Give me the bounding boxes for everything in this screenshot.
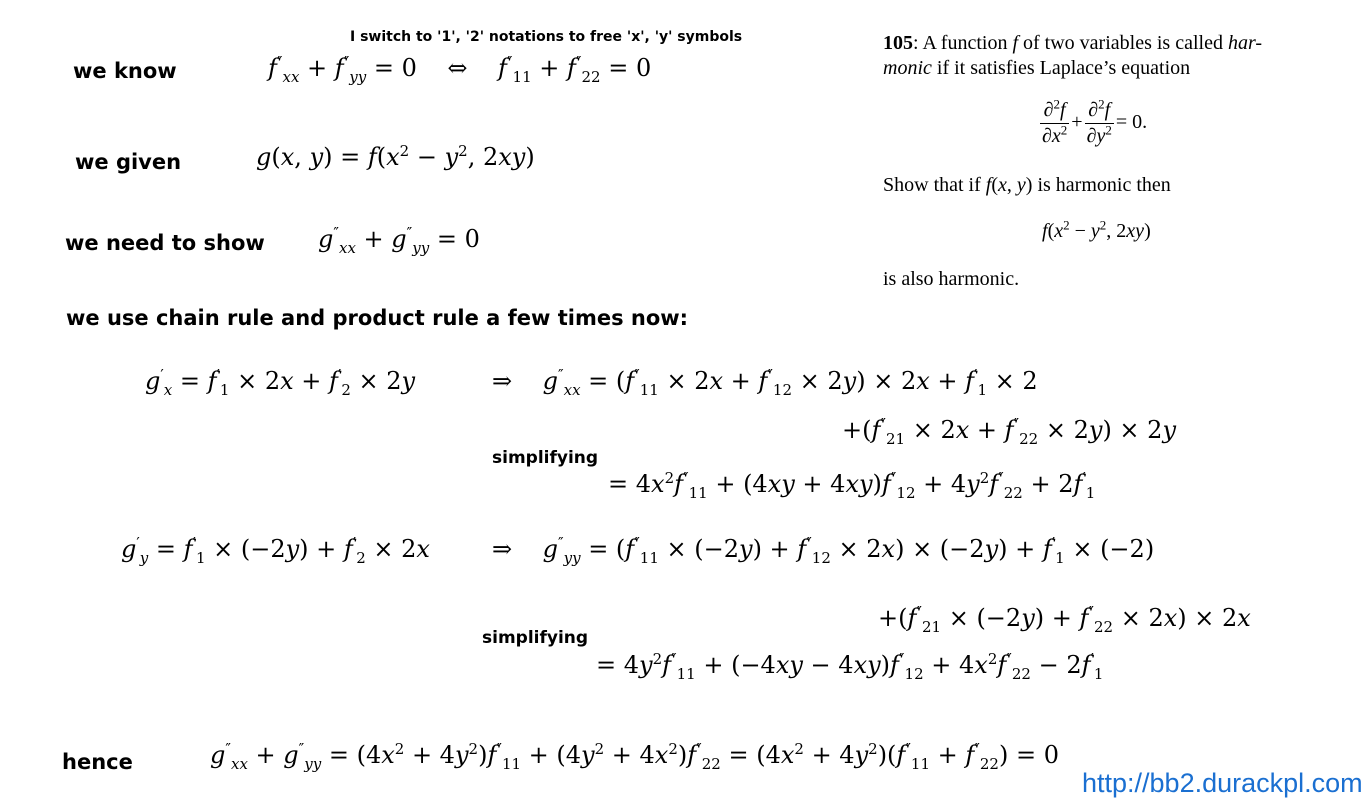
label-simplifying-1: simplifying [492,448,599,468]
label-method: we use chain rule and product rule a few times now: [66,306,689,330]
equation-know: $f''_{xx} + f''_{yy} = 0$ ⇔ $f''_{11} + f''_{22} = 0$ [268,53,652,86]
watermark-url[interactable]: http://bb2.durackpl.com [1082,768,1363,798]
problem-expression: $f(x^2 - y^2$, 2xy) [1042,217,1151,242]
equation-gyy: ⇒ $g''_{yy} = (f''_{11} \times (-2y) + f''_{12} \times 2x) \times (-2y) + f'_1 \times (-2)$ [492,534,1155,567]
problem-number: 105 [883,32,913,54]
problem-line-4: is also harmonic. [883,268,1020,290]
equation-show: $g''_{xx} + g''_{yy} = 0$ [318,224,480,257]
label-hence: hence [62,750,133,774]
problem-line-3: Show that if f(x, y) is harmonic then [883,174,1171,196]
equation-gxx-continued: $+(f''_{21} \times 2x + f''_{22} \times 2y) \times 2y$ [842,415,1176,448]
fraction-d2f-dx2: $\frac{\partial^2f}{\partial x^2}$ [1042,96,1068,147]
label-we-know: we know [73,59,177,83]
equation-hence: $g''_{xx} + g''_{yy} = (4x^2 + 4y^2)f''_{11} + (4y^2 + 4x^2)f''_{22} = (4x^2 + 4y^2)(f''_{11} + f''_{22}) = 0$ [210,740,1059,773]
problem-statement [883,31,1343,81]
problem-line-1: 105: A function f of two variables is called har- [883,32,1262,54]
equation-given: g(x, $y) = f(x^2 - y^2$, 2xy) [256,142,535,171]
laplace-equation: $\frac{\partial^2f}{\partial x^2}$ + $\frac{\partial^2f}{\partial y^2}$ = 0. [1042,96,1148,147]
fraction-d2f-dy2: $\frac{\partial^2f}{\partial y^2}$ [1086,96,1112,147]
label-need-to-show: we need to show [65,231,265,255]
label-we-given: we given [75,150,182,174]
equation-gyy-simplified: = $4y^2f''_{11} + (-4xy - 4xy)f''_{12} + 4x^2f''_{22} - 2f'_1$ [596,650,1104,683]
problem-line-2: monic if it satisfies Laplace’s equation [883,57,1191,79]
equation-gxx: ⇒ $g''_{xx} = (f''_{11} \times 2x + f''_{12} \times 2y) \times 2x + f'_1 \times 2$ [492,366,1038,399]
notation-note: I switch to '1', '2' notations to free 'x', 'y' symbols [350,29,743,45]
equation-gyy-continued: $+(f''_{21} \times (-2y) + f''_{22} \times 2x) \times 2x$ [878,603,1251,636]
equation-gy: $g'_y = f'_1 \times (-2y) + f'_2 \times 2x$ [121,534,430,567]
equation-gx: $g'_x = f'_1 \times 2x + f'_2 \times 2y$ [145,366,416,399]
label-simplifying-2: simplifying [482,628,589,648]
equation-gxx-simplified: = $4x^2f''_{11} + (4xy + 4xy)f''_{12} + 4y^2f''_{22} + 2f'_1$ [608,469,1096,502]
